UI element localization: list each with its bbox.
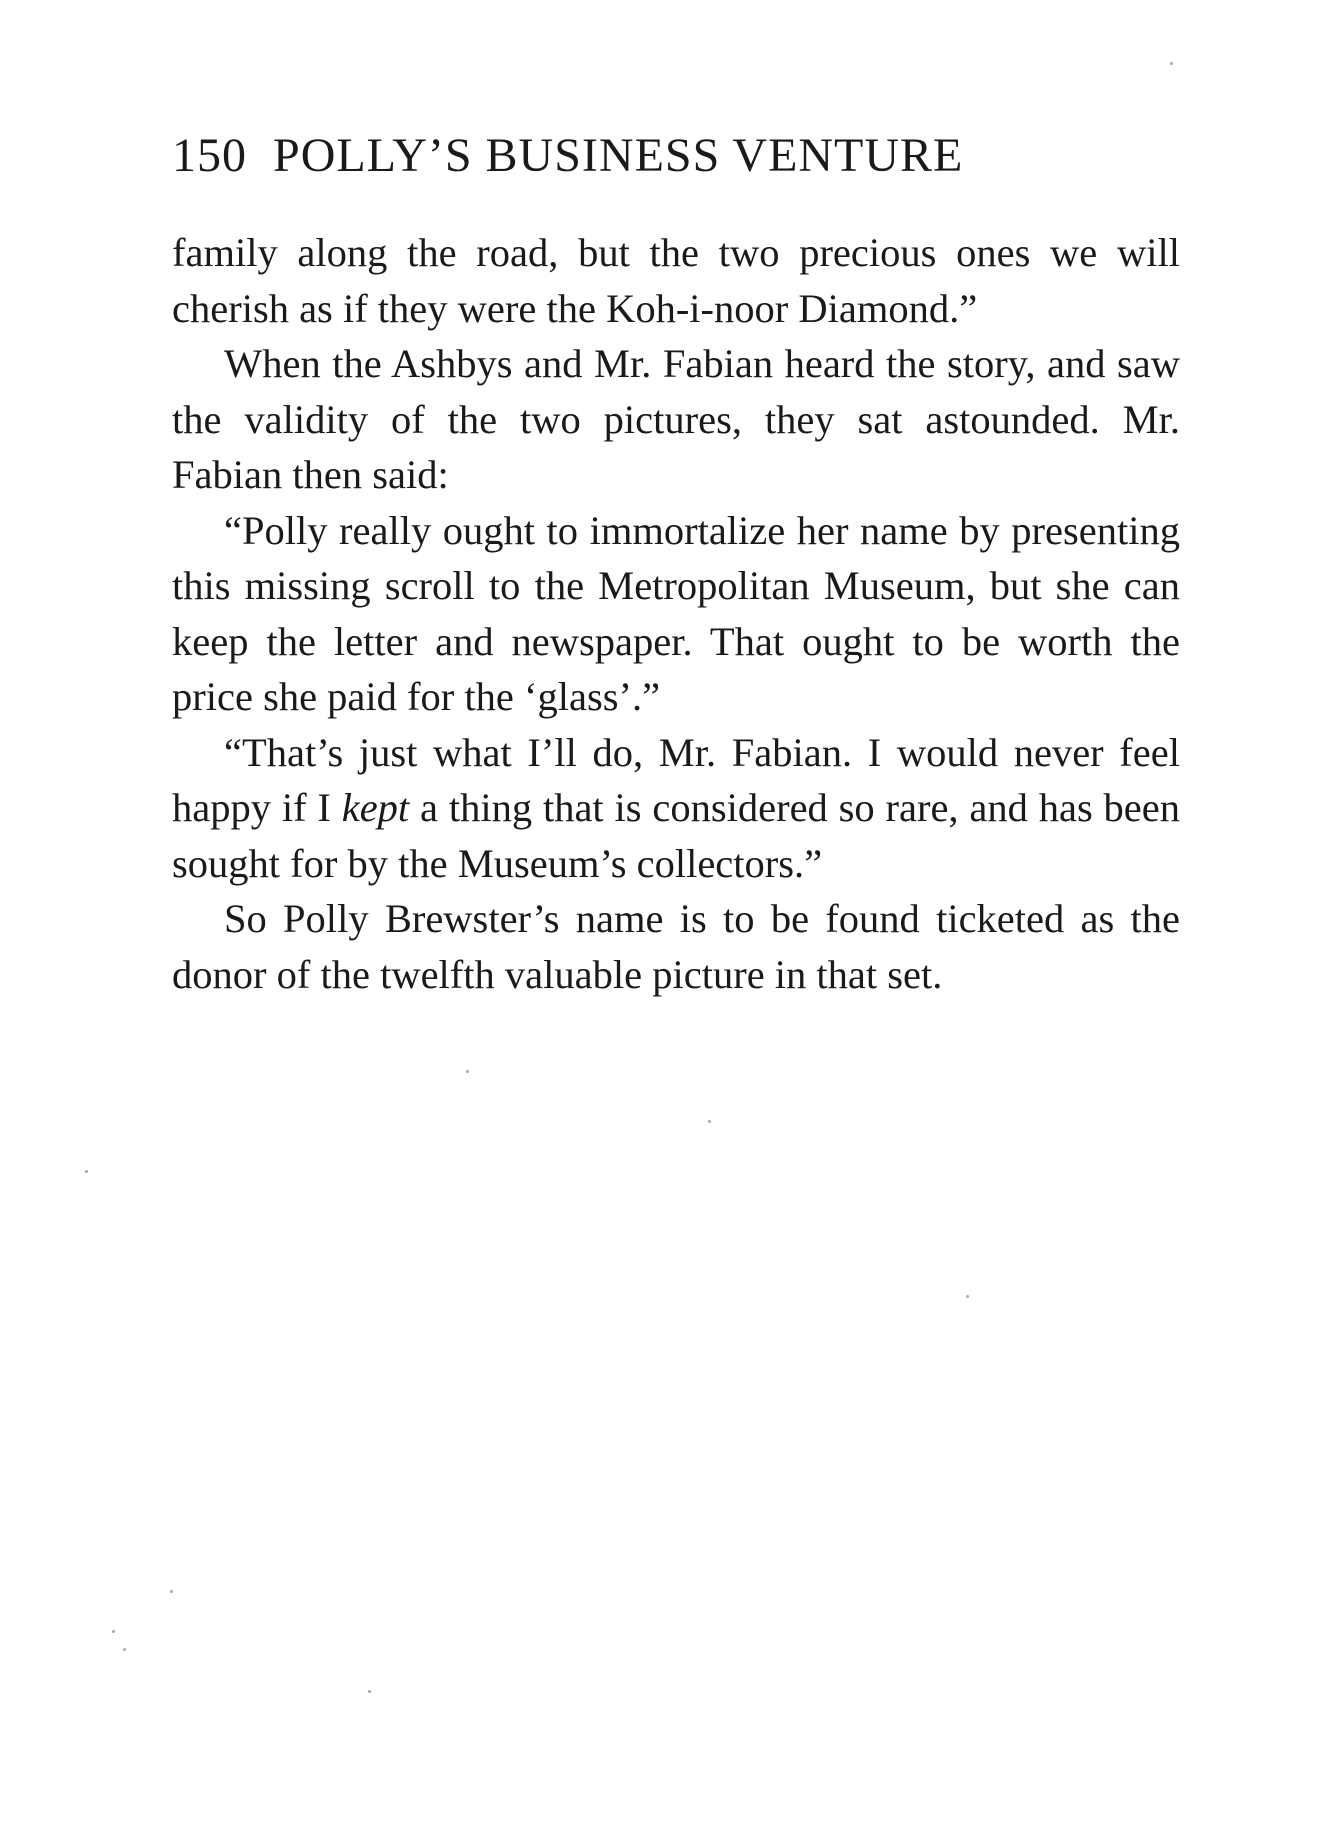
running-title: POLLY’S BUSINESS VENTURE <box>273 129 964 182</box>
running-head <box>172 128 1192 198</box>
scan-speck <box>708 1120 711 1123</box>
reply-text-before: “That’s just what I’ll do, Mr. Fabian. I would never feel happy if I <box>172 729 1180 830</box>
scan-speck <box>112 1630 115 1633</box>
reply-text-after: a thing that is considered so rare, and has been sought for by the Museum’s collectors.” <box>172 785 1180 886</box>
scan-speck <box>466 1070 469 1073</box>
paragraph-continuation: family along the road, but the two precious ones we will cherish as if they were the Koh-i-noor Diamond.” <box>172 230 1180 331</box>
paragraph-ashbys-astounded: When the Ashbys and Mr. Fabian heard the story, and saw the validity of the two pictures, they sat astounded. Mr. Fabian then said: <box>172 341 1180 497</box>
scan-speck <box>368 1690 371 1693</box>
scan-speck <box>85 1170 88 1173</box>
body-text <box>172 225 1180 1002</box>
paragraph-fabian-quote: “Polly really ought to immortalize her name by presenting this missing scroll to the Metropolitan Museum, but she can keep the letter and newspaper. That ought to be worth the price she paid for the ‘glass’.” <box>172 507 1180 719</box>
page-number: 150 <box>172 129 247 182</box>
paragraph-donor: So Polly Brewster’s name is to be found ticketed as the donor of the twelfth valuable picture in that set. <box>172 896 1180 997</box>
scan-speck <box>123 1648 126 1651</box>
paragraph-polly-reply <box>172 725 1180 892</box>
scan-speck <box>966 1295 969 1298</box>
reply-emphasis: kept <box>341 785 410 830</box>
scan-speck <box>170 1590 173 1593</box>
scan-speck <box>1170 62 1173 65</box>
